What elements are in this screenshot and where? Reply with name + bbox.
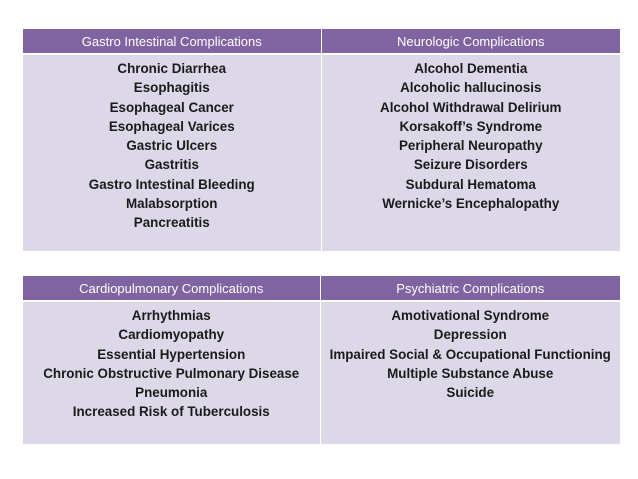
list-item: Wernicke’s Encephalopathy <box>382 196 560 212</box>
list-item: Suicide <box>446 385 495 401</box>
header-row <box>23 29 620 54</box>
list-item: Esophagitis <box>133 80 210 96</box>
list-item: Cardiomyopathy <box>118 327 225 343</box>
neurologic-header: Neurologic Complications <box>321 29 620 54</box>
header-row <box>23 276 620 301</box>
list-item: Esophageal Varices <box>108 118 235 134</box>
list-item: Malabsorption <box>125 196 218 212</box>
list-item: Gastric Ulcers <box>126 138 218 154</box>
list-item: Increased Risk of Tuberculosis <box>72 404 270 420</box>
list-item: Alcoholic hallucinosis <box>400 80 542 96</box>
complications-table-bottom <box>23 276 620 444</box>
list-item: Subdural Hematoma <box>405 176 536 192</box>
list-item: Esophageal Cancer <box>109 99 234 115</box>
cardiopulmonary-header: Cardiopulmonary Complications <box>23 276 320 301</box>
body-row <box>23 54 620 251</box>
list-item: Depression <box>433 327 507 343</box>
body-row <box>23 301 620 444</box>
cardiopulmonary-cell <box>23 301 320 444</box>
list-item: Chronic Obstructive Pulmonary Disease <box>43 365 300 381</box>
list-item: Seizure Disorders <box>413 157 528 173</box>
psychiatric-cell <box>320 301 620 444</box>
list-item: Pancreatitis <box>133 215 210 231</box>
list-item: Multiple Substance Abuse <box>387 365 554 381</box>
list-item: Korsakoff’s Syndrome <box>399 118 543 134</box>
list-item: Impaired Social & Occupational Functioning <box>329 346 611 362</box>
neurologic-cell <box>321 54 620 251</box>
list-item: Gastro Intestinal Bleeding <box>88 176 255 192</box>
gastro-intestinal-cell <box>23 54 321 251</box>
list-item: Gastritis <box>144 157 199 173</box>
list-item: Peripheral Neuropathy <box>398 138 543 154</box>
list-item: Chronic Diarrhea <box>117 61 227 76</box>
list-item: Alcohol Withdrawal Delirium <box>380 99 562 115</box>
gastro-intestinal-header: Gastro Intestinal Complications <box>23 29 321 54</box>
complications-table-top <box>23 29 620 251</box>
list-item: Pneumonia <box>135 385 208 401</box>
psychiatric-header: Psychiatric Complications <box>320 276 620 301</box>
list-item: Arrhythmias <box>131 308 211 323</box>
list-item: Essential Hypertension <box>97 346 246 362</box>
list-item: Alcohol Dementia <box>414 61 528 76</box>
list-item: Amotivational Syndrome <box>391 308 550 323</box>
